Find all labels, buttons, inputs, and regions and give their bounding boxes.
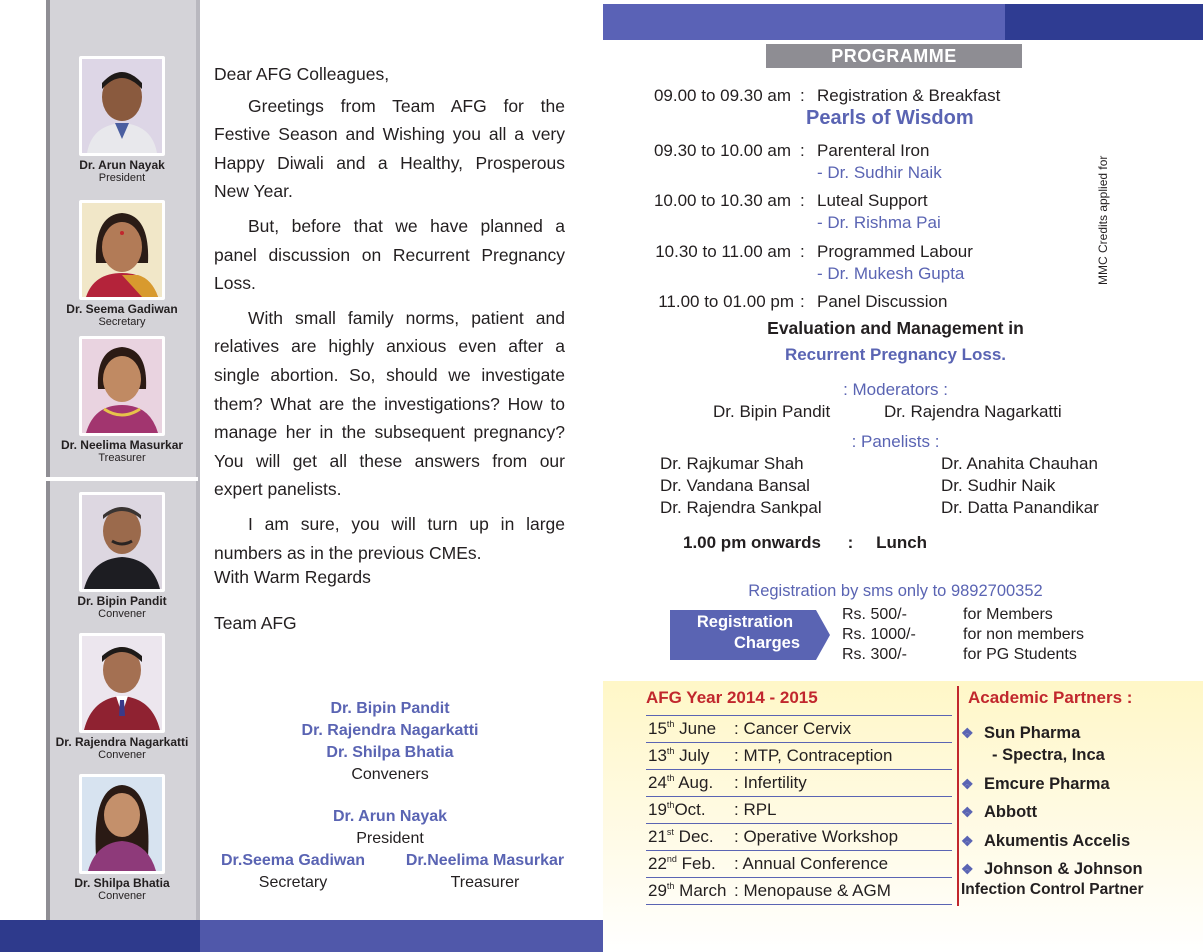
- event-topic: : Infertility: [734, 773, 807, 792]
- partner-item: [961, 803, 1037, 822]
- president-block: [240, 806, 540, 850]
- president-name: Dr. Arun Nayak: [332, 808, 448, 825]
- partner-item: [961, 724, 1080, 743]
- partner-sub: - Spectra, Inca: [992, 746, 1105, 764]
- person-name: Dr. Bipin Pandit: [77, 594, 167, 608]
- event-topic: : Annual Conference: [734, 854, 889, 873]
- fee-category: for PG Students: [963, 646, 1077, 663]
- partners-divider: [957, 686, 959, 906]
- letter-salutation: Dear AFG Colleagues,: [214, 64, 390, 84]
- letter-body: [214, 60, 565, 567]
- event-date: 29th March: [648, 881, 727, 900]
- event-topic: : Cancer Cervix: [734, 719, 852, 738]
- letter-paragraph: But, before that we have planned a panel discussion on Recurrent Pregnancy Loss.: [214, 215, 565, 294]
- partners-title: Academic Partners :: [968, 688, 1133, 707]
- person-role: Convener: [98, 890, 146, 902]
- event-date: 24th Aug.: [648, 773, 714, 792]
- secretary-block: [208, 850, 378, 894]
- treasurer-name: Dr.Neelima Masurkar: [405, 852, 565, 869]
- person-name: Dr. Shilpa Bhatia: [74, 876, 170, 890]
- person-card: [46, 56, 198, 185]
- event-topic: : MTP, Contraception: [734, 746, 893, 765]
- registration-badge-label: [670, 612, 820, 654]
- diamond-bullet-icon: ❖: [961, 725, 974, 741]
- letter-team: Team AFG: [214, 613, 297, 633]
- diamond-bullet-icon: ❖: [961, 804, 974, 820]
- diamond-bullet-icon: ❖: [961, 833, 974, 849]
- partner-name: Johnson & Johnson: [984, 860, 1143, 878]
- panelist-name: Dr. Rajendra Sankpal: [660, 498, 822, 517]
- session-time: 09.30 to 10.00 am: [653, 141, 791, 160]
- diamond-bullet-icon: ❖: [961, 776, 974, 792]
- person-card: [46, 200, 198, 329]
- conveners-label: Conveners: [351, 766, 429, 783]
- partner-name: Sun Pharma: [984, 724, 1081, 742]
- moderator-name: Dr. Bipin Pandit: [713, 402, 831, 421]
- session-speaker: - Dr. Mukesh Gupta: [817, 264, 965, 283]
- treasurer-block: [390, 850, 580, 894]
- convener-name: Dr. Shilpa Bhatia: [326, 744, 454, 761]
- person-name: Dr. Rajendra Nagarkatti: [55, 735, 189, 749]
- session-colon: :: [800, 141, 805, 160]
- sidebar-divider: [46, 477, 198, 481]
- event-row: [646, 878, 952, 905]
- fee-amount: Rs. 500/-: [842, 606, 907, 623]
- diamond-bullet-icon: ❖: [961, 861, 974, 877]
- badge-line: Registration: [696, 613, 794, 631]
- letter-signoff: With Warm Regards: [214, 567, 371, 587]
- mmc-credits-note: MMC Credits applied for: [1096, 155, 1110, 285]
- panel-title: Evaluation and Management in: [767, 318, 1024, 338]
- session-topic: Parenteral Iron: [817, 141, 930, 160]
- event-date: 19thOct.: [648, 800, 706, 819]
- person-card: [46, 633, 198, 762]
- secretary-name: Dr.Seema Gadiwan: [220, 852, 366, 869]
- portrait-photo: [79, 492, 165, 592]
- portrait-photo: [79, 633, 165, 733]
- event-row: [646, 770, 952, 797]
- lunch-label: Lunch: [876, 533, 928, 552]
- person-name: Dr. Neelima Masurkar: [60, 438, 184, 452]
- panelist-name: Dr. Anahita Chauhan: [941, 454, 1098, 473]
- event-row: [646, 743, 952, 770]
- event-row: [646, 716, 952, 743]
- person-name: Dr. Seema Gadiwan: [66, 302, 178, 316]
- event-topic: : RPL: [734, 800, 777, 819]
- moderators-label: : Moderators :: [843, 380, 948, 399]
- session-topic: Registration & Breakfast: [817, 86, 1001, 105]
- secretary-label: Secretary: [258, 874, 328, 891]
- partner-name: Emcure Pharma: [984, 775, 1110, 793]
- infection-control-partner: Infection Control Partner: [961, 881, 1144, 898]
- conveners-block: [240, 698, 540, 786]
- panelist-name: Dr. Vandana Bansal: [660, 476, 810, 495]
- event-date: 13th July: [648, 746, 710, 765]
- portrait-photo: [79, 56, 165, 156]
- portrait-photo: [79, 774, 165, 874]
- person-name: Dr. Arun Nayak: [79, 158, 165, 172]
- person-card: [46, 774, 198, 903]
- person-card: [46, 336, 198, 465]
- event-topic: : Menopause & AGM: [734, 881, 891, 900]
- session-speaker: - Dr. Sudhir Naik: [817, 163, 942, 182]
- partner-name: Akumentis Accelis: [984, 832, 1131, 850]
- letter-paragraph: With small family norms, patient and relatives are highly anxious even after a single abortion. So, should we investigate them? What are the investigations? How to manage her in the subsequent pregnancy? You will get all these answers from our expert panelists.: [214, 307, 565, 500]
- treasurer-label: Treasurer: [450, 874, 520, 891]
- panelist-name: Dr. Sudhir Naik: [941, 476, 1056, 495]
- event-row: [646, 797, 952, 824]
- letter-paragraph: Greetings from Team AFG for the Festive Season and Wishing you all a very Happy Diwali and a Healthy, Prosperous New Year.: [214, 95, 565, 202]
- session-speaker: - Dr. Rishma Pai: [817, 213, 941, 232]
- panel-subtitle: Recurrent Pregnancy Loss.: [784, 345, 1007, 364]
- pearls-heading: Pearls of Wisdom: [806, 107, 974, 129]
- moderator-name: Dr. Rajendra Nagarkatti: [884, 402, 1062, 421]
- convener-name: Dr. Rajendra Nagarkatti: [301, 722, 479, 739]
- panelist-name: Dr. Datta Panandikar: [941, 498, 1099, 517]
- fee-category: for Members: [963, 606, 1053, 623]
- person-role: President: [98, 172, 146, 184]
- lunch-row: [683, 533, 927, 553]
- person-role: Convener: [98, 749, 146, 761]
- session-topic: Luteal Support: [817, 191, 928, 210]
- sms-registration: Registration by sms only to 9892700352: [748, 582, 1043, 600]
- programme-heading: PROGRAMME: [766, 44, 1022, 68]
- fee-amount: Rs. 300/-: [842, 646, 907, 663]
- event-row: [646, 851, 952, 878]
- partner-item: [961, 860, 1143, 879]
- event-date: 15th June: [648, 719, 717, 738]
- session-colon: :: [800, 292, 805, 311]
- session-time: 10.00 to 10.30 am: [653, 191, 791, 210]
- session-time: 10.30 to 11.00 am: [655, 242, 791, 261]
- letter-paragraph: I am sure, you will turn up in large numbers as in the previous CMEs.: [214, 513, 565, 563]
- session-topic: Programmed Labour: [817, 242, 973, 261]
- panelists-label: : Panelists :: [851, 432, 940, 451]
- afg-year-title: AFG Year 2014 - 2015: [646, 688, 818, 707]
- partner-name: Abbott: [984, 803, 1038, 821]
- president-label: President: [356, 830, 424, 847]
- lunch-time: 1.00 pm onwards: [683, 533, 821, 552]
- partner-item: [961, 775, 1110, 794]
- event-date: 22nd Feb.: [648, 854, 716, 873]
- person-role: Treasurer: [98, 452, 146, 464]
- session-topic: Panel Discussion: [817, 292, 948, 311]
- portrait-photo: [79, 200, 165, 300]
- session-time: 11.00 to 01.00 pm: [658, 292, 794, 311]
- portrait-photo: [79, 336, 165, 436]
- session-time: 09.00 to 09.30 am: [653, 86, 791, 105]
- fee-amount: Rs. 1000/-: [842, 626, 916, 643]
- session-colon: :: [800, 242, 805, 261]
- panelist-name: Dr. Rajkumar Shah: [660, 454, 804, 473]
- top-bar-accent: [1005, 4, 1203, 40]
- session-colon: :: [800, 191, 805, 210]
- event-date: 21st Dec.: [648, 827, 714, 846]
- bottom-bar-accent: [0, 920, 200, 952]
- badge-line: Charges: [733, 634, 801, 652]
- event-topic: : Operative Workshop: [734, 827, 899, 846]
- person-role: Convener: [98, 608, 146, 620]
- session-colon: :: [800, 86, 805, 105]
- event-row: [646, 824, 952, 851]
- person-role: Secretary: [98, 316, 146, 328]
- convener-name: Dr. Bipin Pandit: [330, 700, 450, 717]
- partner-item: [961, 832, 1130, 851]
- fee-category: for non members: [963, 626, 1084, 643]
- person-card: [46, 492, 198, 621]
- lunch-colon: :: [847, 533, 854, 552]
